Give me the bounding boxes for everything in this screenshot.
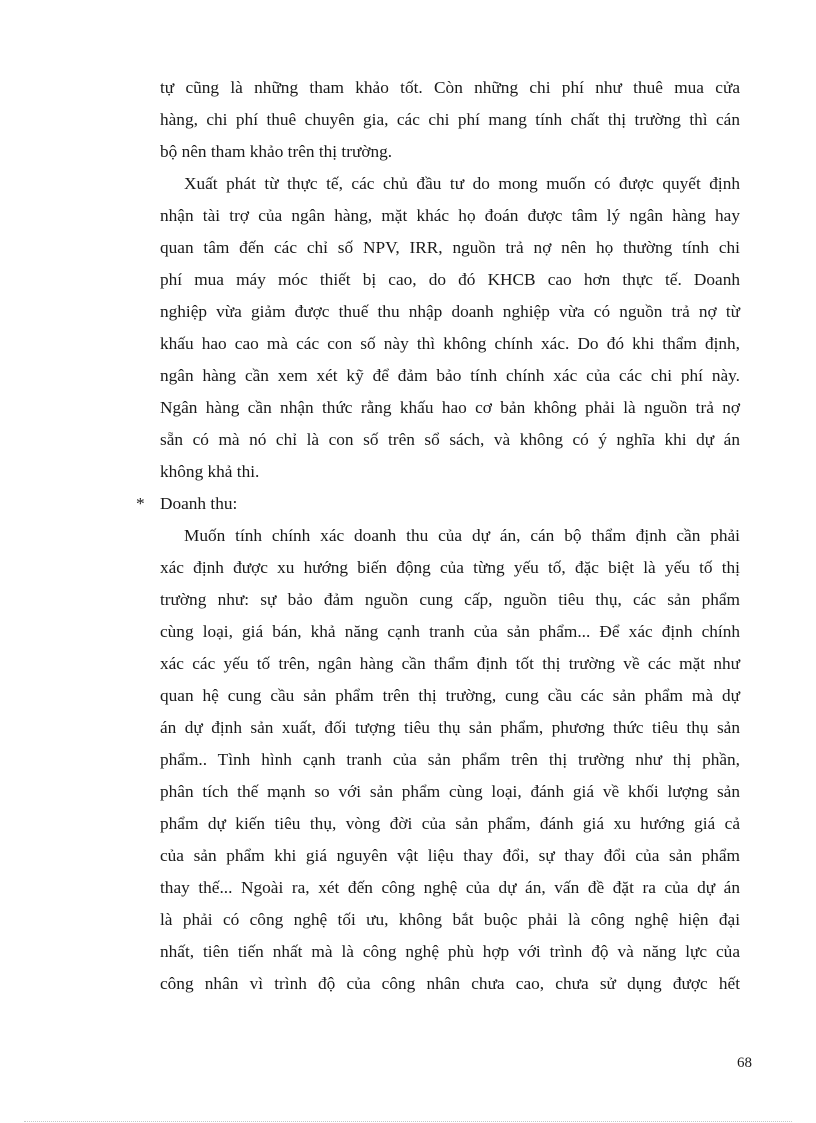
- page-bottom-divider: [24, 1121, 792, 1122]
- bullet-heading: [136, 488, 740, 520]
- text-line: phẩm.. Tình hình cạnh tranh của sản phẩm trên thị trường như thị phần,: [160, 750, 740, 769]
- text-line: cùng loại, giá bán, khả năng cạnh tranh của sản phẩm... Để xác định chính: [160, 622, 740, 641]
- text-line: của sản phẩm khi giá nguyên vật liệu thay đổi, sự thay đổi của sản phẩm: [160, 846, 740, 865]
- text-line: án dự định sản xuất, đối tượng tiêu thụ sản phẩm, phương thức tiêu thụ sản: [160, 718, 740, 737]
- text-line: Ngân hàng cần nhận thức rằng khấu hao cơ bản không phải là nguồn trả nợ: [160, 398, 740, 417]
- text-line: là phải có công nghệ tối ưu, không bắt buộc phải là công nghệ hiện đại: [160, 910, 740, 929]
- text-line: phí mua máy móc thiết bị cao, do đó KHCB cao hơn thực tế. Doanh: [160, 270, 740, 289]
- text-line: Xuất phát từ thực tế, các chủ đầu tư do mong muốn có được quyết định: [184, 174, 740, 193]
- text-line: bộ nên tham khảo trên thị trường.: [160, 142, 393, 161]
- bullet-heading-text: Doanh thu:: [160, 494, 238, 513]
- text-line: xác định được xu hướng biến động của từng yếu tố, đặc biệt là yếu tố thị: [160, 558, 740, 577]
- text-line: không khả thi.: [160, 462, 260, 481]
- text-line: Muốn tính chính xác doanh thu của dự án, cán bộ thẩm định cần phải: [184, 526, 740, 545]
- text-line: phân tích thế mạnh so với sản phẩm cùng loại, đánh giá về khối lượng sản: [160, 782, 740, 801]
- page-number: 68: [737, 1055, 752, 1071]
- text-line: thay thế... Ngoài ra, xét đến công nghệ của dự án, vấn đề đặt ra của dự án: [160, 878, 740, 897]
- text-line: công nhân vì trình độ của công nhân chưa cao, chưa sử dụng được hết: [160, 974, 740, 993]
- text-line: nhận tài trợ của ngân hàng, mặt khác họ đoán được tâm lý ngân hàng hay: [160, 206, 740, 225]
- text-line: ngân hàng cần xem xét kỹ để đảm bảo tính chính xác của các chi phí này.: [160, 366, 740, 385]
- bullet-marker: *: [136, 494, 145, 513]
- text-line: khấu hao cao mà các con số này thì không chính xác. Do đó khi thẩm định,: [160, 334, 740, 353]
- text-line: nhất, tiên tiến nhất mà là công nghệ phù hợp với trình độ và năng lực của: [160, 942, 740, 961]
- text-line: phẩm dự kiến tiêu thụ, vòng đời của sản phẩm, đánh giá xu hướng giá cả: [160, 814, 740, 833]
- text-line: xác các yếu tố trên, ngân hàng cần thẩm định tốt thị trường về các mặt như: [160, 654, 740, 673]
- text-line: tự cũng là những tham khảo tốt. Còn những chi phí như thuê mua cửa: [160, 78, 740, 97]
- text-line: quan tâm đến các chỉ số NPV, IRR, nguồn trả nợ nên họ thường tính chi: [160, 238, 740, 257]
- body-text: [136, 72, 740, 1000]
- text-line: trường như: sự bảo đảm nguồn cung cấp, nguồn tiêu thụ, các sản phẩm: [160, 590, 740, 609]
- text-line: nghiệp vừa giảm được thuế thu nhập doanh nghiệp vừa có nguồn trả nợ từ: [160, 302, 740, 321]
- text-line: quan hệ cung cầu sản phẩm trên thị trường, cung cầu các sản phẩm mà dự: [160, 686, 740, 705]
- text-line: hàng, chi phí thuê chuyên gia, các chi phí mang tính chất thị trường thì cán: [160, 110, 740, 129]
- text-line: sẵn có mà nó chỉ là con số trên sổ sách, và không có ý nghĩa khi dự án: [160, 430, 740, 449]
